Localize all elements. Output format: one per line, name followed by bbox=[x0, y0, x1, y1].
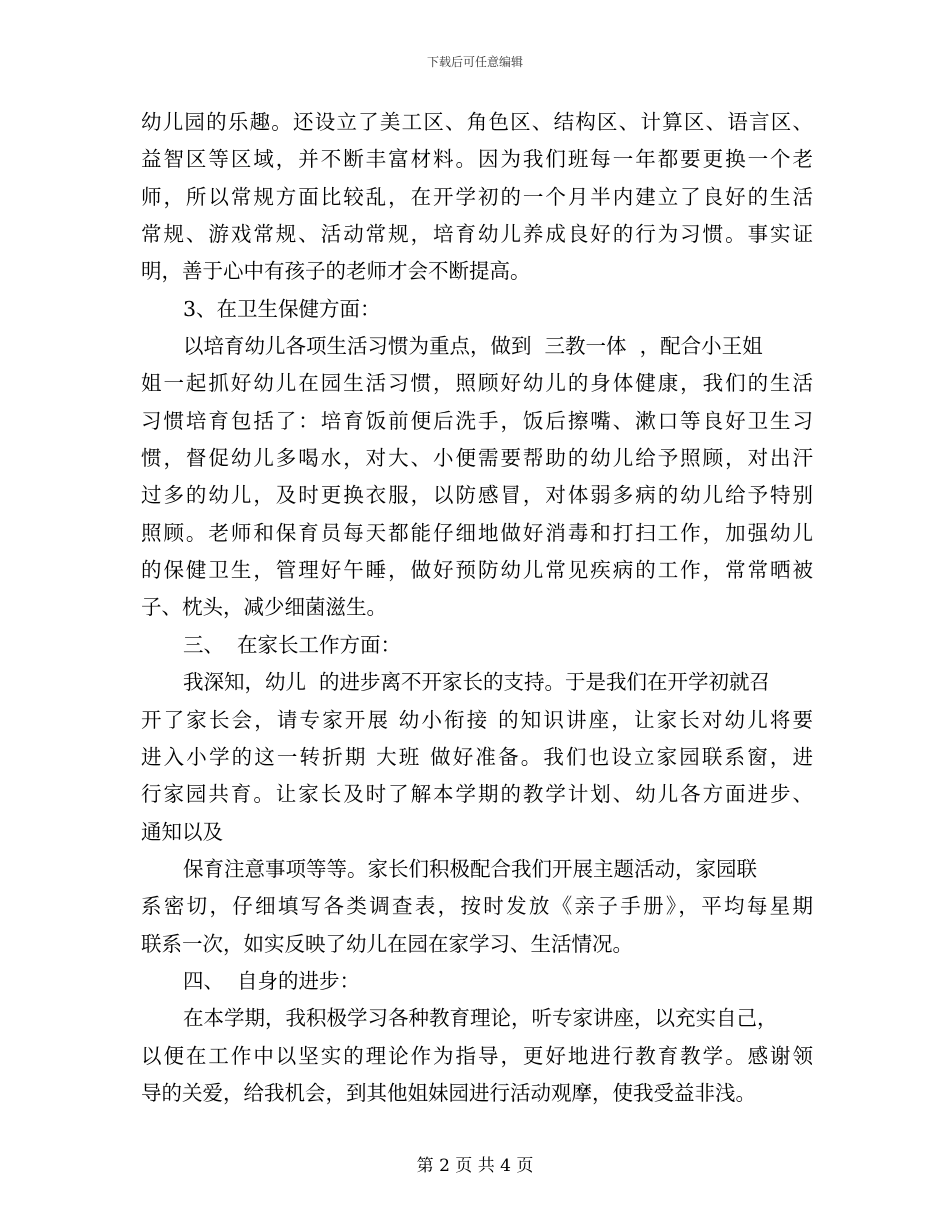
paragraph-line: 行家园共育。让家长及时了解本学期的教学计划、幼儿各方面进步、 bbox=[141, 782, 813, 807]
document-body bbox=[141, 104, 813, 1112]
paragraph-line: 开了家长会，请专家开展 幼小衔接 的知识讲座，让家长对幼儿将要 bbox=[141, 707, 813, 732]
paragraph-line: 明，善于心中有孩子的老师才会不断提高。 bbox=[141, 259, 531, 284]
paragraph-line: 子、枕头，减少细菌滋生。 bbox=[141, 595, 387, 620]
page-number: 第 2 页 共 4 页 bbox=[416, 1156, 534, 1176]
paragraph-line: 联系一次，如实反映了幼儿在园在家学习、生活情况。 bbox=[141, 931, 633, 956]
paragraph-line: 师，所以常规方面比较乱，在开学初的一个月半内建立了良好的生活 bbox=[141, 184, 813, 209]
paragraph-line: 习惯培育包括了：培育饭前便后洗手，饭后擦嘴、漱口等良好卫生习 bbox=[141, 408, 813, 433]
paragraph-line: 幼儿园的乐趣。还设立了美工区、角色区、结构区、计算区、语言区、 bbox=[141, 110, 813, 134]
paragraph-line: 惯，督促幼儿多喝水，对大、小便需要帮助的幼儿给予照顾，对出汗 bbox=[141, 446, 813, 471]
paragraph-line: 姐一起抓好幼儿在园生活习惯，照顾好幼儿的身体健康，我们的生活 bbox=[141, 371, 813, 396]
paragraph-line: 常规、游戏常规、活动常规，培育幼儿养成良好的行为习惯。事实证 bbox=[141, 222, 813, 247]
paragraph-line: 以便在工作中以坚实的理论作为指导，更好地进行教育教学。感谢领 bbox=[141, 1043, 813, 1068]
page-header: 下载后可任意编辑 bbox=[426, 55, 523, 69]
section-heading: 3、在卫生保健方面： bbox=[183, 296, 381, 321]
paragraph-line: 以培育幼儿各项生活习惯为重点，做到 三教一体 ，配合小王姐 bbox=[183, 334, 763, 359]
paragraph-line: 系密切，仔细填写各类调查表，按时发放《亲子手册》，平均每星期 bbox=[141, 894, 813, 919]
paragraph-line: 的保健卫生，管理好午睡，做好预防幼儿常见疾病的工作，常常晒被 bbox=[141, 558, 813, 583]
paragraph-line: 保育注意事项等等。家长们积极配合我们开展主题活动，家园联 bbox=[183, 856, 757, 881]
paragraph-line: 过多的幼儿，及时更换衣服，以防感冒，对体弱多病的幼儿给予特别 bbox=[141, 483, 813, 508]
section-heading: 四、 自身的进步： bbox=[183, 968, 361, 993]
paragraph-line: 益智区等区域，并不断丰富材料。因为我们班每一年都要更换一个老 bbox=[141, 147, 813, 172]
paragraph-line: 我深知，幼儿 的进步离不开家长的支持。于是我们在开学初就召 bbox=[183, 670, 771, 695]
section-heading: 三、 在家长工作方面： bbox=[183, 632, 402, 657]
paragraph-line: 进入小学的这一转折期 大班 做好准备。我们也设立家园联系窗，进 bbox=[141, 744, 813, 769]
paragraph-line: 导的关爱，给我机会，到其他姐妹园进行活动观摩，使我受益非浅。 bbox=[141, 1080, 756, 1105]
paragraph-line: 通知以及 bbox=[141, 819, 223, 844]
paragraph-line: 在本学期，我积极学习各种教育理论，听专家讲座，以充实自己， bbox=[183, 1006, 778, 1031]
paragraph-line: 照顾。老师和保育员每天都能仔细地做好消毒和打扫工作，加强幼儿 bbox=[141, 520, 813, 545]
